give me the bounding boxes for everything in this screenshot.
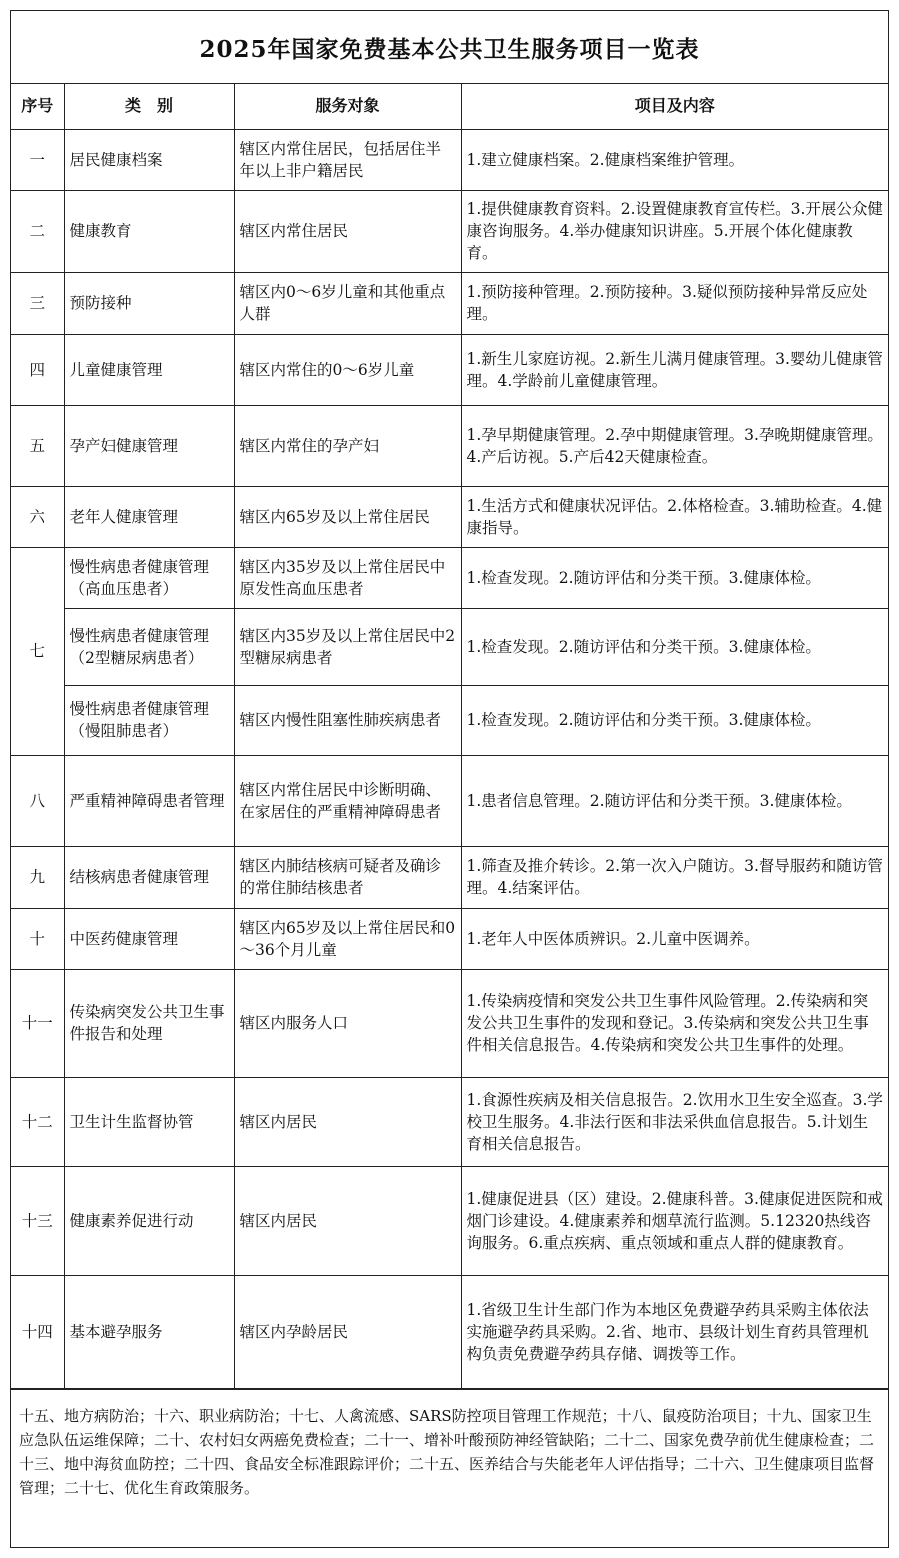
- row-no: 十三: [11, 1166, 64, 1275]
- table-row: [11, 1077, 888, 1166]
- row-no: 五: [11, 405, 64, 486]
- row-category: 预防接种: [64, 272, 234, 334]
- row-category: 卫生计生监督协管: [64, 1077, 234, 1166]
- table-row: [11, 685, 888, 755]
- row-target: 辖区内慢性阻塞性肺疾病患者: [234, 685, 461, 755]
- service-items-sheet: [10, 10, 889, 1548]
- row-content: 1.检查发现。2.随访评估和分类干预。3.健康体检。: [461, 608, 888, 685]
- row-no: 十四: [11, 1275, 64, 1388]
- table-row: [11, 969, 888, 1077]
- row-no: 三: [11, 272, 64, 334]
- table-row: [11, 334, 888, 405]
- row-category: 居民健康档案: [64, 129, 234, 190]
- table-row: [11, 129, 888, 190]
- row-content: 1.检查发现。2.随访评估和分类干预。3.健康体检。: [461, 547, 888, 608]
- row-no: 四: [11, 334, 64, 405]
- table-header-row: [11, 84, 888, 129]
- row-no: 八: [11, 755, 64, 846]
- table-row: [11, 405, 888, 486]
- row-content: 1.健康促进县（区）建设。2.健康科普。3.健康促进医院和戒烟门诊建设。4.健康素养和烟草流行监测。5.12320热线咨询服务。6.重点疾病、重点领域和重点人群的健康教育。: [461, 1166, 888, 1275]
- row-no: 十一: [11, 969, 64, 1077]
- row-no: 九: [11, 846, 64, 908]
- row-no: 十二: [11, 1077, 64, 1166]
- row-target: 辖区内常住的0～6岁儿童: [234, 334, 461, 405]
- header-no: 序号: [11, 84, 64, 129]
- table-row: [11, 755, 888, 846]
- row-category: 严重精神障碍患者管理: [64, 755, 234, 846]
- row-target: 辖区内常住居民: [234, 190, 461, 272]
- row-category: 老年人健康管理: [64, 486, 234, 547]
- row-category: 慢性病患者健康管理（慢阻肺患者）: [64, 685, 234, 755]
- row-target: 辖区内肺结核病可疑者及确诊的常住肺结核患者: [234, 846, 461, 908]
- row-content: 1.孕早期健康管理。2.孕中期健康管理。3.孕晚期健康管理。4.产后访视。5.产后42天健康检查。: [461, 405, 888, 486]
- row-category: 健康素养促进行动: [64, 1166, 234, 1275]
- row-target: 辖区内常住的孕产妇: [234, 405, 461, 486]
- row-target: 辖区内服务人口: [234, 969, 461, 1077]
- row-no: 十: [11, 908, 64, 969]
- row-target: 辖区内居民: [234, 1077, 461, 1166]
- row-content: 1.筛查及推介转诊。2.第一次入户随访。3.督导服药和随访管理。4.结案评估。: [461, 846, 888, 908]
- row-content: 1.省级卫生计生部门作为本地区免费避孕药具采购主体依法实施避孕药具采购。2.省、地市、县级计划生育药具管理机构负责免费避孕药具存储、调拨等工作。: [461, 1275, 888, 1388]
- table-row: [11, 190, 888, 272]
- row-content: 1.提供健康教育资料。2.设置健康教育宣传栏。3.开展公众健康咨询服务。4.举办健康知识讲座。5.开展个体化健康教育。: [461, 190, 888, 272]
- row-no: 六: [11, 486, 64, 547]
- row-target: 辖区内65岁及以上常住居民: [234, 486, 461, 547]
- table-row: [11, 608, 888, 685]
- row-no: 二: [11, 190, 64, 272]
- additional-items-note: 十五、地方病防治；十六、职业病防治；十七、人禽流感、SARS防控项目管理工作规范；十八、鼠疫防治项目；十九、国家卫生应急队伍运维保障；二十、农村妇女两癌免费检查；二十一、增补叶酸预防神经管缺陷；二十二、国家免费孕前优生健康检查；二十三、地中海贫血防控；二十四、食品安全标准跟踪评价；二十五、医养结合与失能老年人评估指导；二十六、卫生健康项目监督管理；二十七、优化生育政策服务。: [11, 1389, 888, 1500]
- table-row: [11, 846, 888, 908]
- row-target: 辖区内65岁及以上常住居民和0～36个月儿童: [234, 908, 461, 969]
- row-category: 慢性病患者健康管理（高血压患者）: [64, 547, 234, 608]
- row-target: 辖区内0～6岁儿童和其他重点人群: [234, 272, 461, 334]
- service-items-table: [11, 84, 888, 1389]
- table-row: [11, 547, 888, 608]
- row-target: 辖区内孕龄居民: [234, 1275, 461, 1388]
- row-category: 孕产妇健康管理: [64, 405, 234, 486]
- row-content: 1.传染病疫情和突发公共卫生事件风险管理。2.传染病和突发公共卫生事件的发现和登记。3.传染病和突发公共卫生事件相关信息报告。4.传染病和突发公共卫生事件的处理。: [461, 969, 888, 1077]
- row-category: 传染病突发公共卫生事件报告和处理: [64, 969, 234, 1077]
- row-target: 辖区内35岁及以上常住居民中原发性高血压患者: [234, 547, 461, 608]
- row-content: 1.食源性疾病及相关信息报告。2.饮用水卫生安全巡查。3.学校卫生服务。4.非法行医和非法采供血信息报告。5.计划生育相关信息报告。: [461, 1077, 888, 1166]
- row-category: 儿童健康管理: [64, 334, 234, 405]
- header-category: 类 别: [64, 84, 234, 129]
- row-content: 1.新生儿家庭访视。2.新生儿满月健康管理。3.婴幼儿健康管理。4.学龄前儿童健康管理。: [461, 334, 888, 405]
- row-target: 辖区内常住居民，包括居住半年以上非户籍居民: [234, 129, 461, 190]
- table-row: [11, 1166, 888, 1275]
- row-category: 慢性病患者健康管理（2型糖尿病患者）: [64, 608, 234, 685]
- table-row: [11, 1275, 888, 1388]
- page-title: 2025年国家免费基本公共卫生服务项目一览表: [11, 11, 888, 84]
- row-no: 一: [11, 129, 64, 190]
- row-content: 1.患者信息管理。2.随访评估和分类干预。3.健康体检。: [461, 755, 888, 846]
- row-category: 健康教育: [64, 190, 234, 272]
- row-content: 1.预防接种管理。2.预防接种。3.疑似预防接种异常反应处理。: [461, 272, 888, 334]
- row-target: 辖区内35岁及以上常住居民中2型糖尿病患者: [234, 608, 461, 685]
- row-target: 辖区内常住居民中诊断明确、在家居住的严重精神障碍患者: [234, 755, 461, 846]
- row-content: 1.建立健康档案。2.健康档案维护管理。: [461, 129, 888, 190]
- header-content: 项目及内容: [461, 84, 888, 129]
- row-category: 结核病患者健康管理: [64, 846, 234, 908]
- row-category: 基本避孕服务: [64, 1275, 234, 1388]
- row-category: 中医药健康管理: [64, 908, 234, 969]
- row-target: 辖区内居民: [234, 1166, 461, 1275]
- row-content: 1.老年人中医体质辨识。2.儿童中医调养。: [461, 908, 888, 969]
- row-content: 1.检查发现。2.随访评估和分类干预。3.健康体检。: [461, 685, 888, 755]
- header-target: 服务对象: [234, 84, 461, 129]
- table-row: [11, 272, 888, 334]
- table-row: [11, 486, 888, 547]
- row-no: 七: [11, 547, 64, 755]
- row-content: 1.生活方式和健康状况评估。2.体格检查。3.辅助检查。4.健康指导。: [461, 486, 888, 547]
- table-row: [11, 908, 888, 969]
